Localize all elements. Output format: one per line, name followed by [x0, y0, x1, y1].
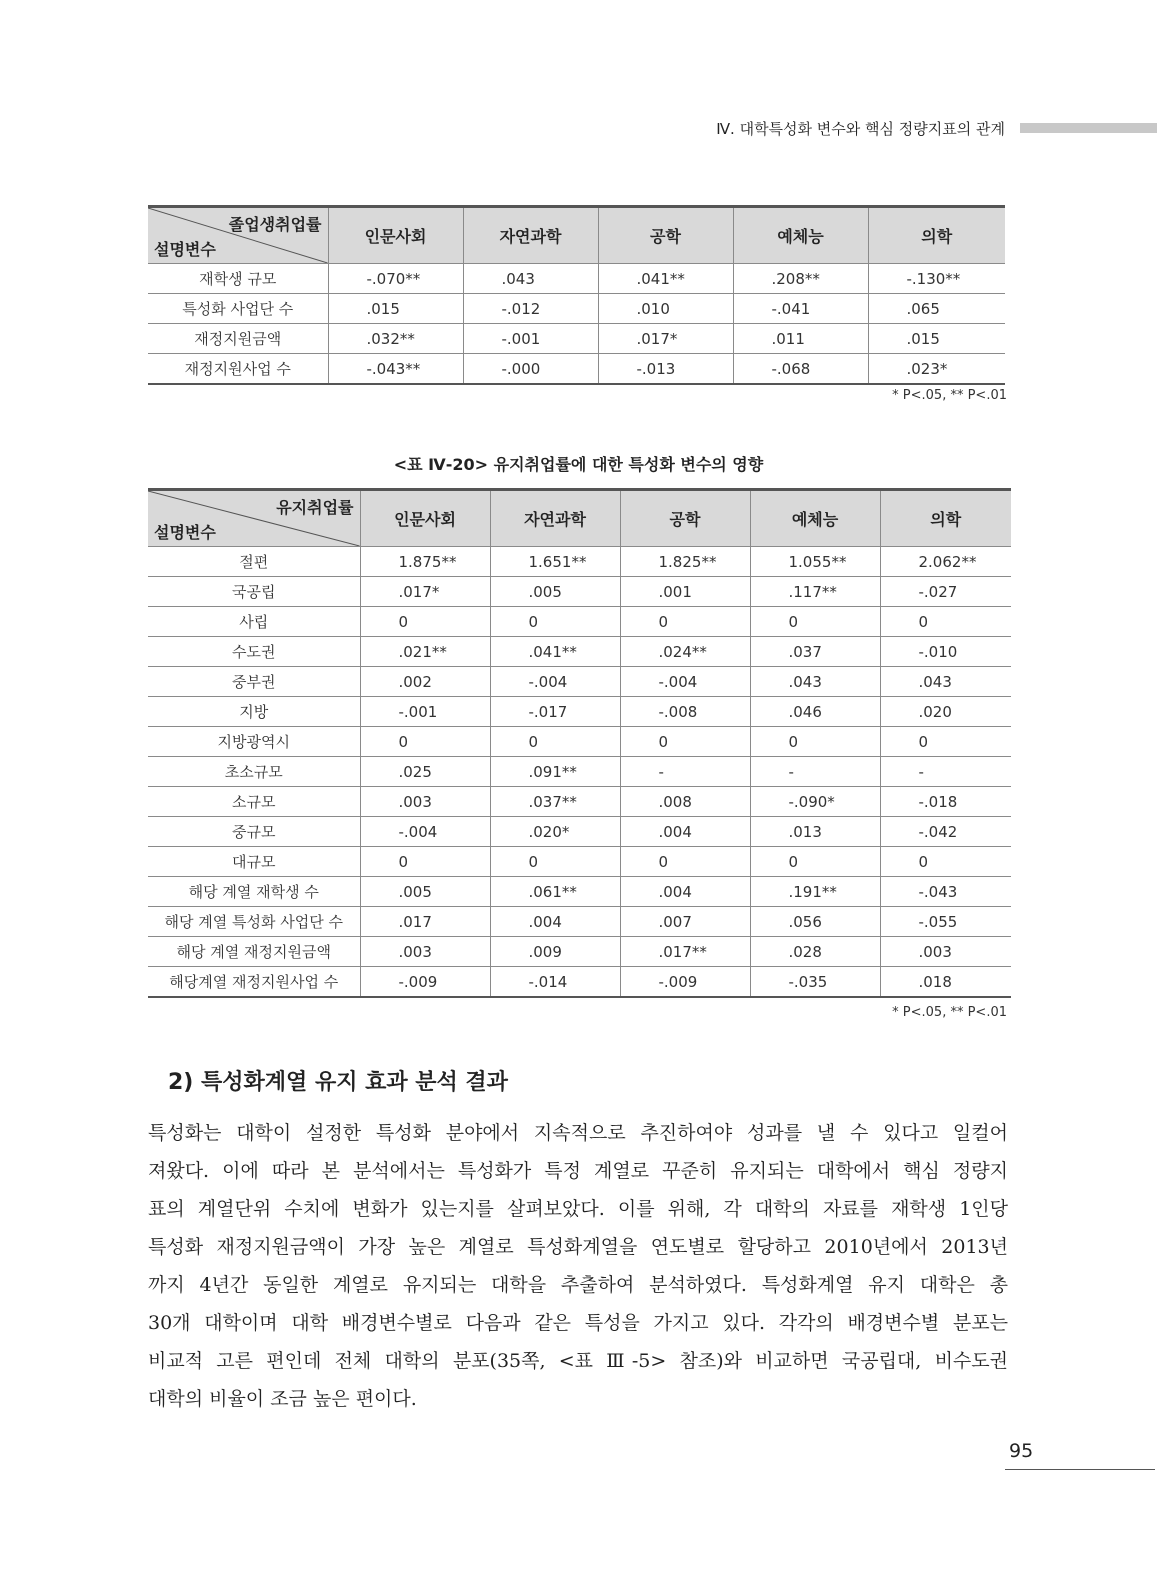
page-number-rule: [1005, 1469, 1155, 1470]
table-row: [148, 967, 1011, 998]
table-cell: .018: [880, 967, 1011, 998]
table-cell: -.042: [880, 817, 1011, 847]
running-header: [0, 118, 1157, 140]
table-cell: .002: [360, 667, 490, 697]
table-row: [148, 607, 1011, 637]
table-cell: .017*: [360, 577, 490, 607]
row-label: 해당 계열 재정지원금액: [148, 937, 360, 967]
column-header: 예체능: [750, 490, 880, 547]
table-cell: .025: [360, 757, 490, 787]
table-cell: .003: [880, 937, 1011, 967]
body-line: 져왔다. 이에 따라 본 분석에서는 특성화가 특정 계열로 꾸준히 유지되는 대학에서 핵심 정량지: [148, 1160, 1008, 1182]
table-header-row: [148, 207, 1005, 264]
table-cell: .056: [750, 907, 880, 937]
table-cell: .004: [620, 877, 750, 907]
table-row: [148, 787, 1011, 817]
row-label: 지방: [148, 697, 360, 727]
corner-bottom-label: 설명변수: [154, 240, 216, 259]
row-label: 중규모: [148, 817, 360, 847]
table-row: [148, 324, 1005, 354]
table-cell: -: [750, 757, 880, 787]
table-cell: .015: [328, 294, 463, 324]
table-cell: -.012: [463, 294, 598, 324]
table-row: [148, 294, 1005, 324]
row-label: 해당 계열 특성화 사업단 수: [148, 907, 360, 937]
table-row: [148, 667, 1011, 697]
body-line: 대학의 비율이 조금 높은 편이다.: [148, 1388, 417, 1410]
table-cell: 0: [360, 727, 490, 757]
table-cell: .013: [750, 817, 880, 847]
table-cell: -.010: [880, 637, 1011, 667]
corner-top-label: 유지취업률: [276, 498, 354, 517]
table-caption: <표 Ⅳ-20> 유지취업률에 대한 특성화 변수의 영향: [393, 455, 764, 474]
corner-top-label: 졸업생취업률: [228, 215, 322, 234]
row-label: 수도권: [148, 637, 360, 667]
header-bar: [1020, 123, 1157, 133]
table-cell: -.130**: [868, 264, 1005, 294]
table-cell: .005: [360, 877, 490, 907]
table-cell: .017: [360, 907, 490, 937]
table-cell: .061**: [490, 877, 620, 907]
row-label: 중부권: [148, 667, 360, 697]
table-cell: .020: [880, 697, 1011, 727]
table-cell: -.068: [733, 354, 868, 385]
table-row: [148, 937, 1011, 967]
table-cell: -.017: [490, 697, 620, 727]
column-header: 자연과학: [463, 207, 598, 264]
table-cell: .065: [868, 294, 1005, 324]
table-cell: 0: [620, 607, 750, 637]
row-label: 해당계열 재정지원사업 수: [148, 967, 360, 998]
table-cell: -.004: [490, 667, 620, 697]
table-cell: .015: [868, 324, 1005, 354]
body-line: 표의 계열단위 수치에 변화가 있는지를 살펴보았다. 이를 위해, 각 대학의 자료를 재학생 1인당: [148, 1198, 1008, 1220]
body-line: 특성화는 대학이 설정한 특성화 분야에서 지속적으로 추진하여야 성과를 낼 수 있다고 일컬어: [148, 1122, 1008, 1144]
table-cell: .117**: [750, 577, 880, 607]
row-label: 재정지원사업 수: [148, 354, 328, 385]
table-cell: -.004: [620, 667, 750, 697]
table-cell: 0: [880, 847, 1011, 877]
section-title: 2) 특성화계열 유지 효과 분석 결과: [168, 1070, 508, 1095]
table-cell: 0: [620, 847, 750, 877]
column-header: 의학: [868, 207, 1005, 264]
table-row: [148, 697, 1011, 727]
table-cell: -.001: [463, 324, 598, 354]
table-header-row: [148, 490, 1011, 547]
table-cell: -.009: [620, 967, 750, 998]
table-row: [148, 847, 1011, 877]
table-cell: .003: [360, 787, 490, 817]
table-row: [148, 547, 1011, 577]
table-cell: .010: [598, 294, 733, 324]
table-cell: .091**: [490, 757, 620, 787]
employment-rate-table: [148, 205, 1005, 385]
table-cell: -.070**: [328, 264, 463, 294]
table-cell: 0: [490, 607, 620, 637]
table-cell: -.043: [880, 877, 1011, 907]
table-row: [148, 757, 1011, 787]
body-line: 특성화 재정지원금액이 가장 높은 계열로 특성화계열을 연도별로 할당하고 2010년에서 2013년: [148, 1236, 1008, 1258]
retention-employment-table: [148, 488, 1011, 998]
column-header: 공학: [620, 490, 750, 547]
table-cell: -.009: [360, 967, 490, 998]
table-cell: .041**: [490, 637, 620, 667]
column-header: 공학: [598, 207, 733, 264]
row-label: 해당 계열 재학생 수: [148, 877, 360, 907]
table-cell: .017**: [620, 937, 750, 967]
row-label: 절편: [148, 547, 360, 577]
table-cell: .046: [750, 697, 880, 727]
page-number: 95: [1009, 1440, 1034, 1462]
row-label: 재정지원금액: [148, 324, 328, 354]
table-cell: -.008: [620, 697, 750, 727]
table-cell: .004: [490, 907, 620, 937]
table-cell: -.013: [598, 354, 733, 385]
column-header: 예체능: [733, 207, 868, 264]
table-cell: 0: [490, 727, 620, 757]
table-row: [148, 637, 1011, 667]
table-cell: 1.055**: [750, 547, 880, 577]
table-row: [148, 727, 1011, 757]
column-header: 인문사회: [328, 207, 463, 264]
table-row: [148, 264, 1005, 294]
table-cell: 2.062**: [880, 547, 1011, 577]
table-cell: 0: [750, 607, 880, 637]
table-row: [148, 354, 1005, 385]
table-cell: -.001: [360, 697, 490, 727]
body-line: 30개 대학이며 대학 배경변수별로 다음과 같은 특성을 가지고 있다. 각각의 배경변수별 분포는: [148, 1312, 1008, 1334]
table-cell: .001: [620, 577, 750, 607]
table-cell: .017*: [598, 324, 733, 354]
table-cell: -.055: [880, 907, 1011, 937]
table-cell: .005: [490, 577, 620, 607]
row-label: 초소규모: [148, 757, 360, 787]
table-cell: .007: [620, 907, 750, 937]
row-label: 특성화 사업단 수: [148, 294, 328, 324]
table-cell: .004: [620, 817, 750, 847]
table-cell: -.090*: [750, 787, 880, 817]
body-paragraph: [148, 1114, 1008, 1418]
table-corner-cell: [148, 207, 328, 264]
table-cell: 0: [490, 847, 620, 877]
table-cell: 0: [880, 607, 1011, 637]
table-cell: .023*: [868, 354, 1005, 385]
table-cell: .003: [360, 937, 490, 967]
table-cell: .032**: [328, 324, 463, 354]
table-cell: -.043**: [328, 354, 463, 385]
table-cell: .191**: [750, 877, 880, 907]
table-cell: 0: [360, 607, 490, 637]
table-cell: .020*: [490, 817, 620, 847]
chapter-title: Ⅳ. 대학특성화 변수와 핵심 정량지표의 관계: [716, 120, 1005, 138]
table-cell: .008: [620, 787, 750, 817]
row-label: 소규모: [148, 787, 360, 817]
table-cell: -.035: [750, 967, 880, 998]
table-cell: 0: [360, 847, 490, 877]
table-cell: .009: [490, 937, 620, 967]
table-cell: 1.825**: [620, 547, 750, 577]
column-header: 인문사회: [360, 490, 490, 547]
row-label: 사립: [148, 607, 360, 637]
table-cell: .208**: [733, 264, 868, 294]
row-label: 국공립: [148, 577, 360, 607]
table-cell: .043: [750, 667, 880, 697]
corner-bottom-label: 설명변수: [154, 523, 216, 542]
body-line: 비교적 고른 편인데 전체 대학의 분포(35쪽, <표 Ⅲ-5> 참조)와 비교하면 국공립대, 비수도권: [148, 1350, 1008, 1372]
table-cell: 1.875**: [360, 547, 490, 577]
table-cell: .011: [733, 324, 868, 354]
table-cell: -: [880, 757, 1011, 787]
table-cell: 0: [750, 727, 880, 757]
table-corner-cell: [148, 490, 360, 547]
significance-note: * P<.05, ** P<.01: [892, 1005, 1007, 1020]
column-header: 의학: [880, 490, 1011, 547]
table-cell: -.018: [880, 787, 1011, 817]
significance-note: * P<.05, ** P<.01: [892, 388, 1007, 403]
table-cell: 0: [750, 847, 880, 877]
row-label: 재학생 규모: [148, 264, 328, 294]
body-line: 까지 4년간 동일한 계열로 유지되는 대학을 추출하여 분석하였다. 특성화계열 유지 대학은 총: [148, 1274, 1008, 1296]
table-cell: -.014: [490, 967, 620, 998]
table-row: [148, 817, 1011, 847]
table-row: [148, 577, 1011, 607]
row-label: 대규모: [148, 847, 360, 877]
table-cell: -.000: [463, 354, 598, 385]
table-cell: .037: [750, 637, 880, 667]
table-cell: .043: [463, 264, 598, 294]
table-cell: -.027: [880, 577, 1011, 607]
table-cell: -.004: [360, 817, 490, 847]
table-row: [148, 877, 1011, 907]
table-row: [148, 907, 1011, 937]
table-cell: 0: [620, 727, 750, 757]
table-cell: .043: [880, 667, 1011, 697]
table-cell: -.041: [733, 294, 868, 324]
row-label: 지방광역시: [148, 727, 360, 757]
table-cell: .021**: [360, 637, 490, 667]
table-cell: 1.651**: [490, 547, 620, 577]
table-cell: .028: [750, 937, 880, 967]
table-cell: .024**: [620, 637, 750, 667]
table-cell: .037**: [490, 787, 620, 817]
table-cell: .041**: [598, 264, 733, 294]
column-header: 자연과학: [490, 490, 620, 547]
table-cell: -: [620, 757, 750, 787]
table-cell: 0: [880, 727, 1011, 757]
